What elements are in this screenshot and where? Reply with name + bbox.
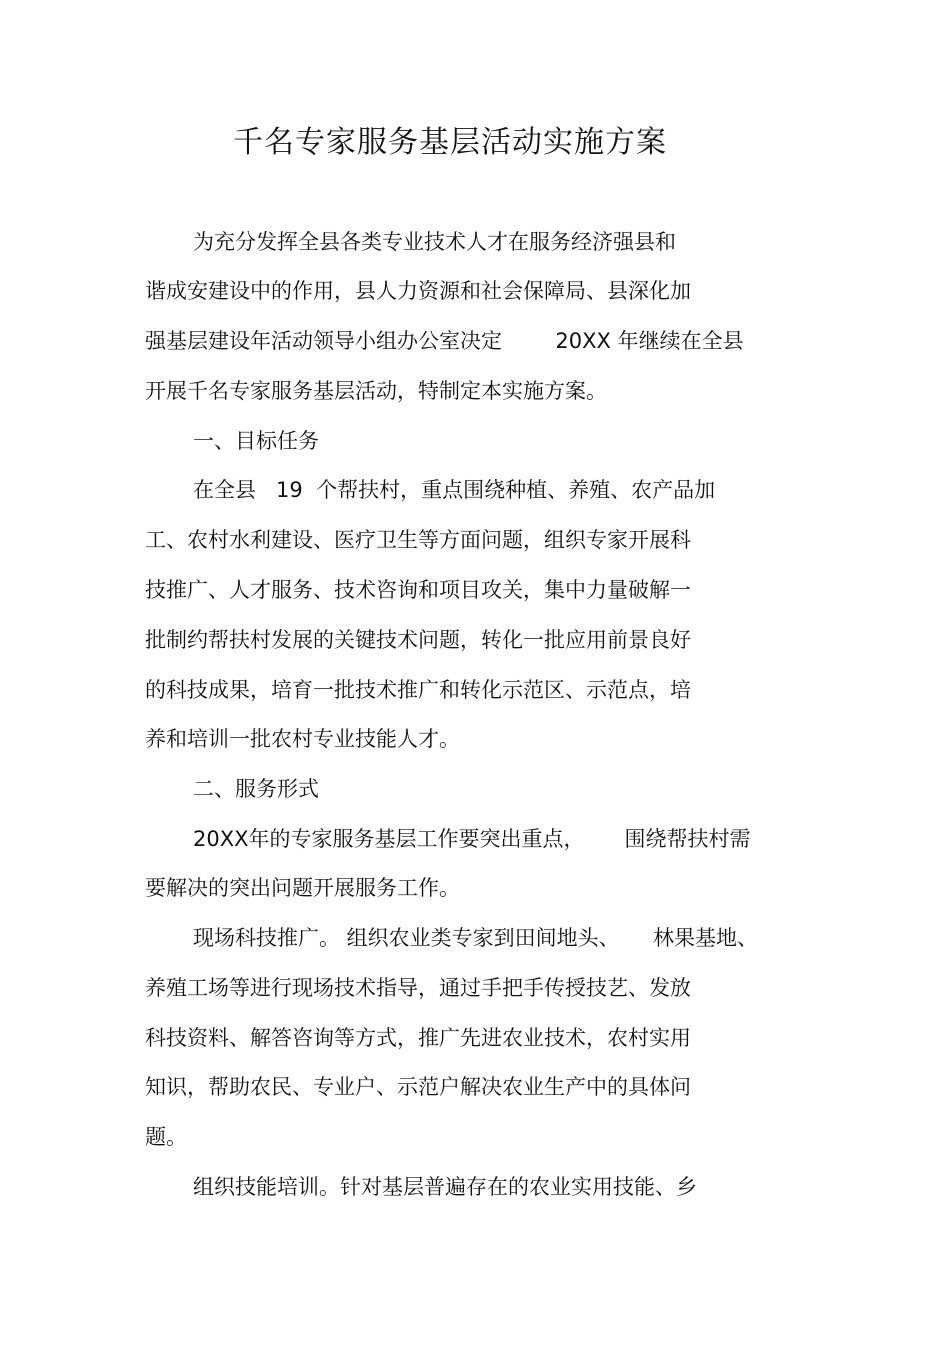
paragraph-line: 知识，帮助农民、专业户、示范户解决农业生产中的具体问 <box>145 1075 691 1099</box>
paragraph-line: 工、农村水利建设、医疗卫生等方面问题，组织专家开展科 <box>145 528 691 552</box>
document-title: 千名专家服务基层活动实施方案 <box>233 125 667 160</box>
paragraph-line: 养和培训一批农村专业技能人才。 <box>145 727 460 751</box>
paragraph-line: 为充分发挥全县各类专业技术人才在服务经济强县和 <box>193 230 676 254</box>
paragraph-line: 要解决的突出问题开展服务工作。 <box>145 876 460 900</box>
paragraph-line: 在全县 19 个帮扶村，重点围绕种植、养殖、农产品加 <box>193 478 716 502</box>
section-heading: 一、目标任务 <box>193 429 319 453</box>
paragraph-line: 科技资料、解答咨询等方式，推广先进农业技术，农村实用 <box>145 1026 691 1050</box>
paragraph-line: 谐成安建设中的作用，县人力资源和社会保障局、县深化加 <box>145 279 691 303</box>
paragraph-line: 开展千名专家服务基层活动，特制定本实施方案。 <box>145 379 607 403</box>
paragraph-line: 组织技能培训。针对基层普遍存在的农业实用技能、乡 <box>193 1175 697 1199</box>
paragraph-line: 现场科技推广。 组织农业类专家到田间地头、 林果基地、 <box>193 926 759 950</box>
paragraph-line: 的科技成果，培育一批技术推广和转化示范区、示范点，培 <box>145 678 691 702</box>
paragraph-line: 批制约帮扶村发展的关键技术问题，转化一批应用前景良好 <box>145 628 691 652</box>
paragraph-line: 养殖工场等进行现场技术指导，通过手把手传授技艺、发放 <box>145 976 691 1000</box>
paragraph-line: 20XX年的专家服务基层工作要突出重点， 围绕帮扶村需 <box>193 827 751 851</box>
paragraph-line: 强基层建设年活动领导小组办公室决定 20XX 年继续在全县 <box>145 329 744 353</box>
paragraph-line: 技推广、人才服务、技术咨询和项目攻关，集中力量破解一 <box>145 578 691 602</box>
section-heading: 二、服务形式 <box>193 777 319 801</box>
paragraph-line: 题。 <box>145 1125 187 1149</box>
